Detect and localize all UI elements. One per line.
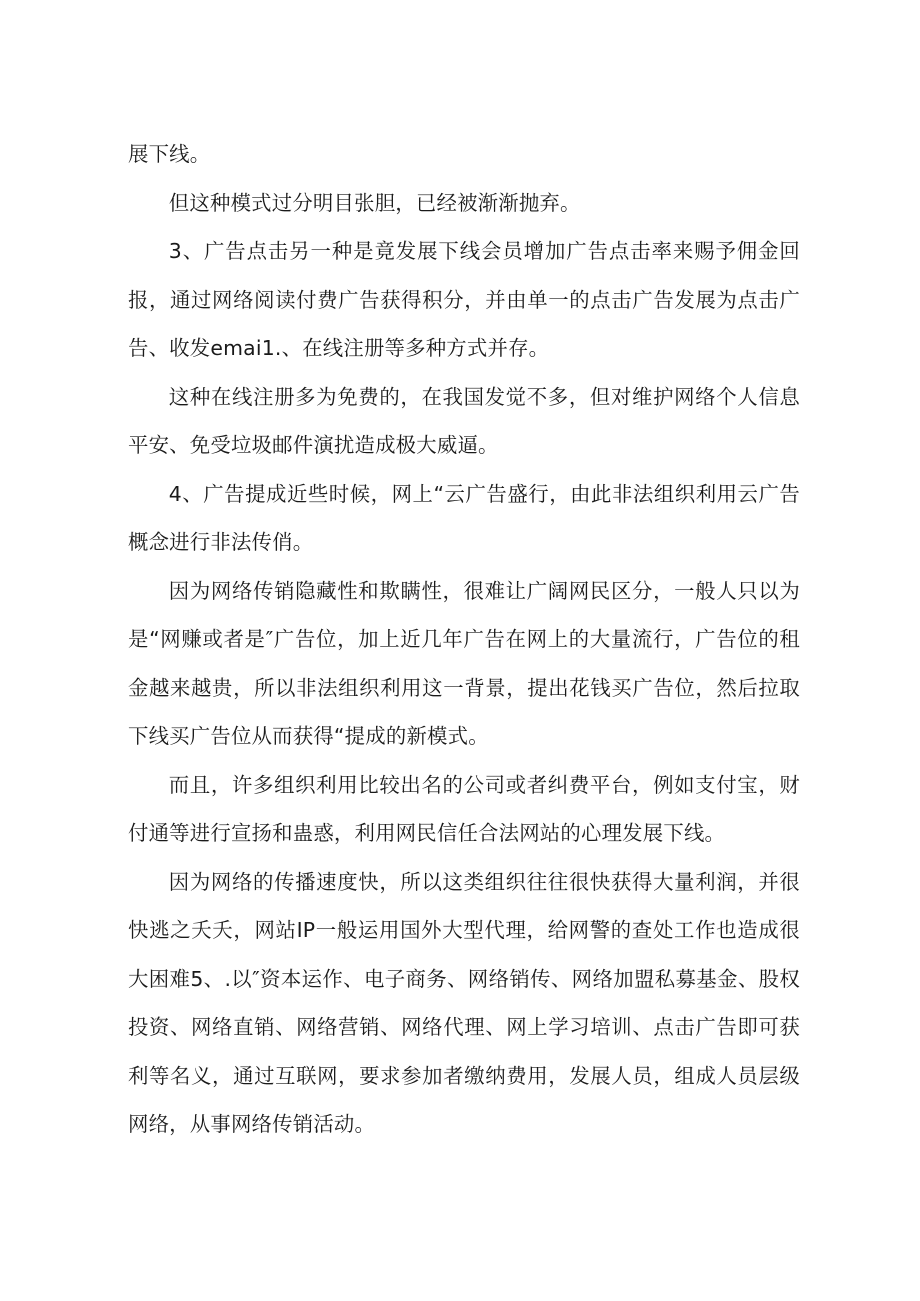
document-body [128, 130, 800, 1149]
paragraph: 3、广告点击另一种是竟发展下线会员增加广告点击率来赐予佣金回报，通过网络阅读付费广告获得积分，并由单一的点击广告发展为点击广告、收发emai1.、在线注册等多种方式并存。 [128, 239, 800, 360]
paragraph: 4、广告提成近些时候，网上“云广告盛行，由此非法组织利用云广告概念进行非法传俏。 [128, 481, 800, 554]
paragraph: 因为网络的传播速度快，所以这类组织往往很快获得大量利润，并很快逃之夭夭，网站IP一般运用国外大型代理，给网警的查处工作也造成很大困难5、.以″资本运作、电子商务、网络销传、网络加盟私募基金、股权投资、网络直销、网络营销、网络代理、网上学习培训、点击广告即可获利等名义，通过互联网，要求参加者缴纳费用，发展人员，组成人员层级网络，从事网络传销活动。 [128, 869, 800, 1136]
paragraph: 而且，许多组织利用比较出名的公司或者纠费平台，例如支付宝，财付通等进行宣扬和蛊惑，利用网民信任合法网站的心理发展下线。 [128, 772, 800, 845]
paragraph: 但这种模式过分明目张胆，已经被渐渐抛弃。 [168, 190, 581, 215]
paragraph: 因为网络传销隐藏性和欺瞒性，很难让广阔网民区分，一般人只以为是“网赚或者是″广告位，加上近几年广告在网上的大量流行，广告位的租金越来越贵，所以非法组织利用这一背景，提出花钱买广告位，然后拉取下线买广告位从而获得“提成的新模式。 [128, 578, 800, 748]
paragraph-continuation: 展下线。 [128, 142, 211, 166]
paragraph: 这种在线注册多为免费的，在我国发觉不多，但对维护网络个人信息平安、免受垃圾邮件演扰造成极大威逼。 [128, 384, 800, 457]
